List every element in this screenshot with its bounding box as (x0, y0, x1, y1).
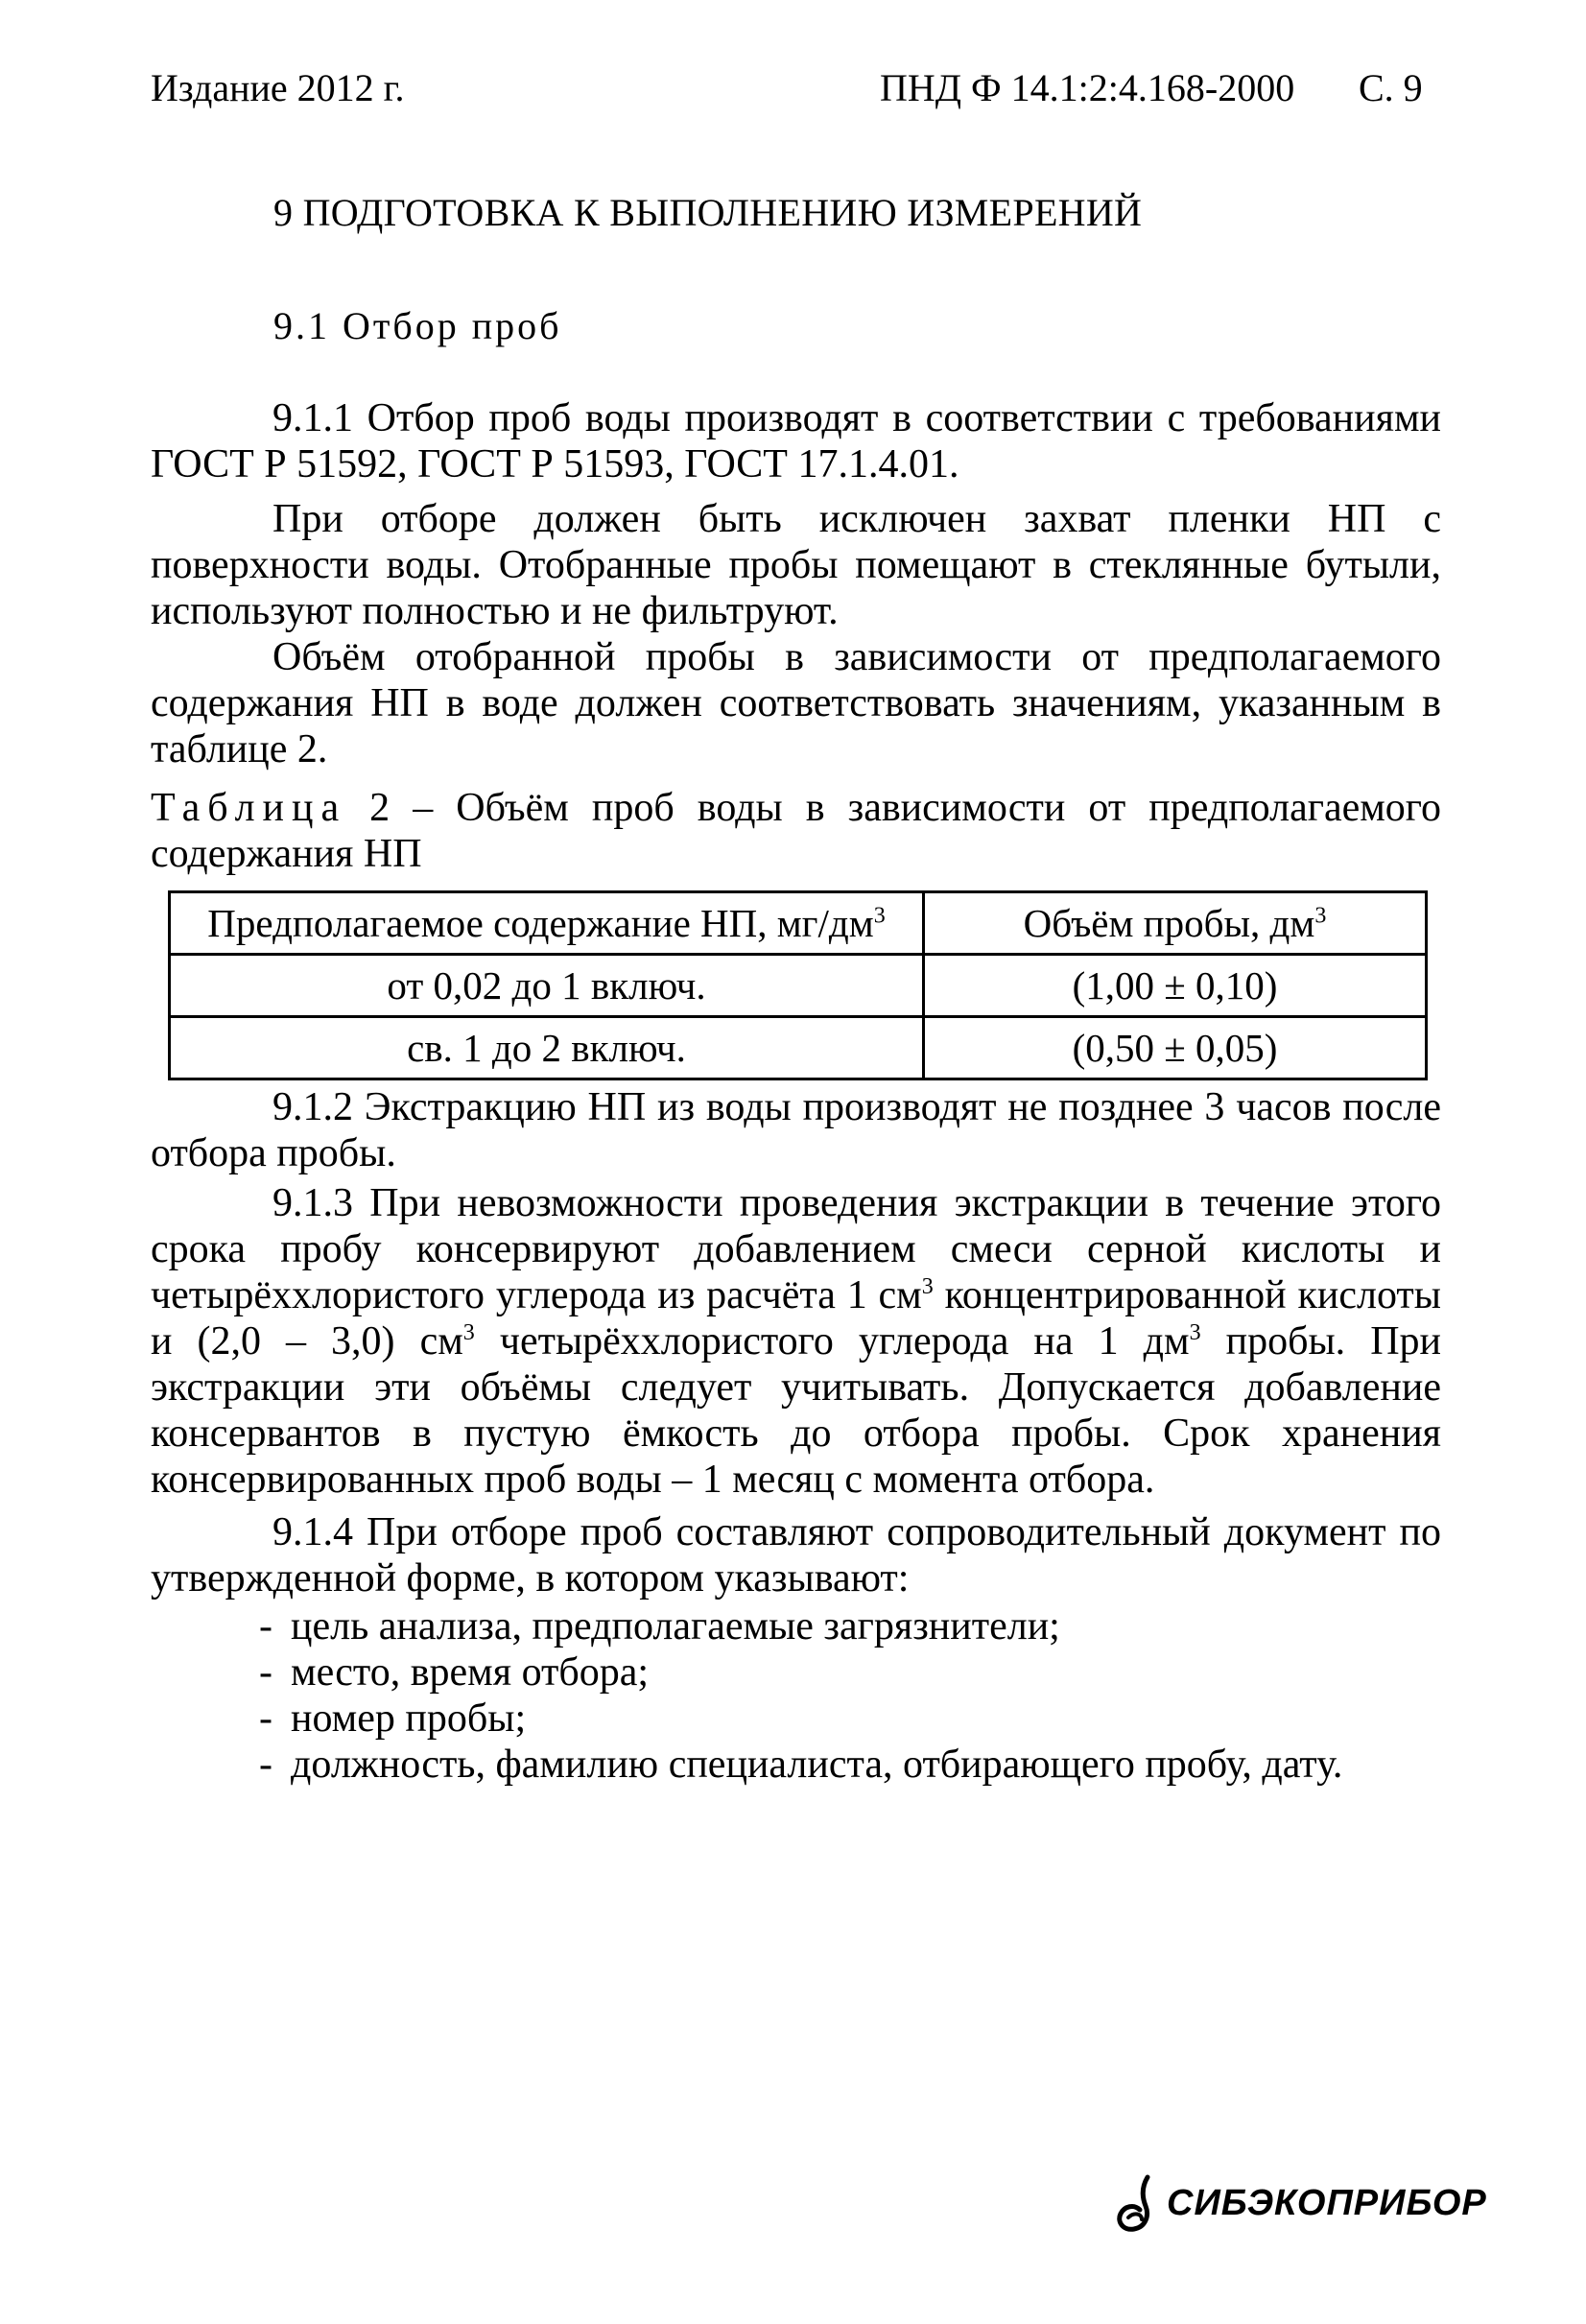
standard-code: ПНД Ф 14.1:2:4.168-2000 (880, 66, 1295, 109)
sibecopribor-logo-icon (1113, 2173, 1165, 2235)
table-caption-text: 2 – Объём проб воды в зависимости от предполагаемого содержания НП (151, 786, 1441, 876)
table-cell-content: от 0,02 до 1 включ. (170, 955, 924, 1017)
list-item: - должность, фамилию специалиста, отбирающего пробу, дату. (259, 1743, 1343, 1787)
table-header-volume: Объём пробы, $дм^3$ (924, 892, 1427, 955)
table-cell-content: св. 1 до 2 включ. (170, 1017, 924, 1079)
table-header-row (170, 892, 1427, 955)
table-row (170, 955, 1427, 1017)
sample-volume-table (168, 890, 1428, 1080)
table-cell-volume: (1,00 ± 0,10) (924, 955, 1427, 1017)
document-fields-list (259, 1603, 1342, 1788)
page-number: С. 9 (1359, 66, 1423, 109)
subsection-title: 9.1 Отбор проб (273, 304, 562, 347)
table-row (170, 1017, 1427, 1079)
paragraph-9-1-2: 9.1.2 Экстракцию НП из воды производят не позднее 3 часов после отбора пробы. (151, 1085, 1441, 1175)
section-title: 9 ПОДГОТОВКА К ВЫПОЛНЕНИЮ ИЗМЕРЕНИЙ (273, 191, 1143, 234)
list-item: - номер пробы; (259, 1696, 527, 1741)
logo-text: СИБЭКОПРИБОР (1167, 2183, 1487, 2223)
paragraph-9-1-3: 9.1.3 При невозможности проведения экстракции в течение этого срока пробу консервируют добавлением смеси серной кислоты и четырёххлористого углерода из расчёта 1 $см^3$ концентрированной кислоты и (2,0 – 3,0) $см^3$ четырёххлористого углерода на 1 $дм^3$ пробы. При экстракции эти объёмы следует учитывать. Допускается добавление консервантов в пустую ёмкость до отбора пробы. Срок хранения консервированных проб воды – 1 месяц с момента отбора. (151, 1181, 1441, 1502)
paragraph-9-1-4: 9.1.4 При отборе проб составляют сопроводительный документ по утвержденной форме, в котором указывают: (151, 1510, 1441, 1601)
list-item: - цель анализа, предполагаемые загрязнители; (259, 1604, 1060, 1648)
paragraph-film: При отборе должен быть исключен захват пленки НП с поверхности воды. Отобранные пробы помещают в стеклянные бутыли, используют полностью и не фильтруют. (151, 497, 1441, 633)
table-header-content: Предполагаемое содержание НП, $мг/дм^3$ (170, 892, 924, 955)
table-cell-volume: (0,50 ± 0,05) (924, 1017, 1427, 1079)
table-caption (151, 785, 1441, 877)
list-item: - место, время отбора; (259, 1650, 650, 1695)
table-caption-word: Таблица (151, 786, 347, 830)
publisher-logo (1113, 2173, 1487, 2235)
paragraph-9-1-1: 9.1.1 Отбор проб воды производят в соответствии с требованиями ГОСТ Р 51592, ГОСТ Р 51593, ГОСТ 17.1.4.01. (151, 396, 1441, 486)
paragraph-volume: Объём отобранной пробы в зависимости от предполагаемого содержания НП в воде должен соответствовать значениям, указанным в таблице 2. (151, 635, 1441, 771)
edition-label: Издание 2012 г. (151, 66, 405, 109)
